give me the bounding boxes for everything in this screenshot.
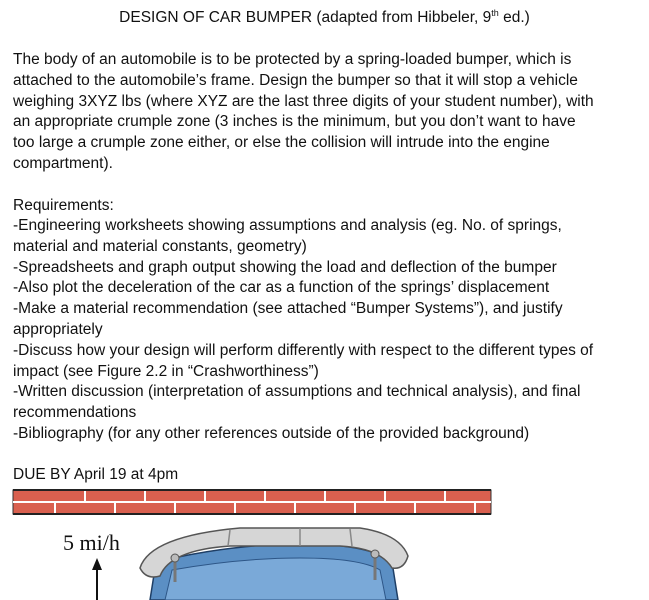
requirement-line: impact (see Figure 2.2 in “Crashworthiness”)	[13, 362, 319, 380]
brick-wall	[13, 490, 491, 514]
document-title	[0, 8, 649, 27]
intro-line: too large a crumple zone either, or else the collision will intrude into the engine	[13, 134, 550, 152]
requirement-line: -Also plot the deceleration of the car as a function of the springs’ displacement	[13, 279, 550, 297]
intro-line: attached to the automobile’s frame. Design the bumper so that it will stop a vehicle	[13, 71, 578, 89]
requirements-heading-text: Requirements:	[13, 197, 114, 214]
title-tail: ed.)	[498, 9, 530, 26]
intro-paragraph	[13, 50, 633, 175]
requirement-line: -Make a material recommendation (see attached “Bumper Systems”), and justify	[13, 300, 563, 318]
requirement-line: recommendations	[13, 404, 137, 422]
due-date-text: DUE BY April 19 at 4pm	[13, 466, 179, 483]
requirement-line: -Bibliography (for any other references outside of the provided background)	[13, 424, 530, 442]
requirements-list	[13, 216, 633, 445]
intro-line: an appropriate crumple zone (3 inches is the minimum, but you don’t want to have	[13, 113, 576, 131]
requirement-line: material and material constants, geometry)	[13, 237, 307, 255]
requirement-line: -Written discussion (interpretation of assumptions and technical analysis), and final	[13, 383, 581, 401]
speed-label: 5 mi/h	[63, 530, 120, 555]
requirement-line: -Discuss how your design will perform differently with respect to the different types of	[13, 341, 594, 359]
intro-line: The body of an automobile is to be protected by a spring-loaded bumper, which is	[13, 51, 572, 68]
requirement-line: appropriately	[13, 320, 103, 338]
title-main: DESIGN OF CAR BUMPER (adapted from Hibbeler, 9	[119, 9, 492, 26]
due-date	[13, 465, 633, 486]
intro-line: weighing 3XYZ lbs (where XYZ are the last three digits of your student number), with	[13, 92, 594, 110]
car-bumper-figure	[0, 484, 649, 600]
requirement-line: -Engineering worksheets showing assumptions and analysis (eg. No. of springs,	[13, 217, 562, 234]
car-top-view	[140, 528, 408, 600]
title-superscript: th	[491, 8, 499, 18]
requirements-heading	[13, 196, 633, 217]
requirement-line: -Spreadsheets and graph output showing the load and deflection of the bumper	[13, 258, 557, 276]
intro-line: compartment).	[13, 154, 113, 172]
arrow-up-icon	[92, 558, 102, 600]
